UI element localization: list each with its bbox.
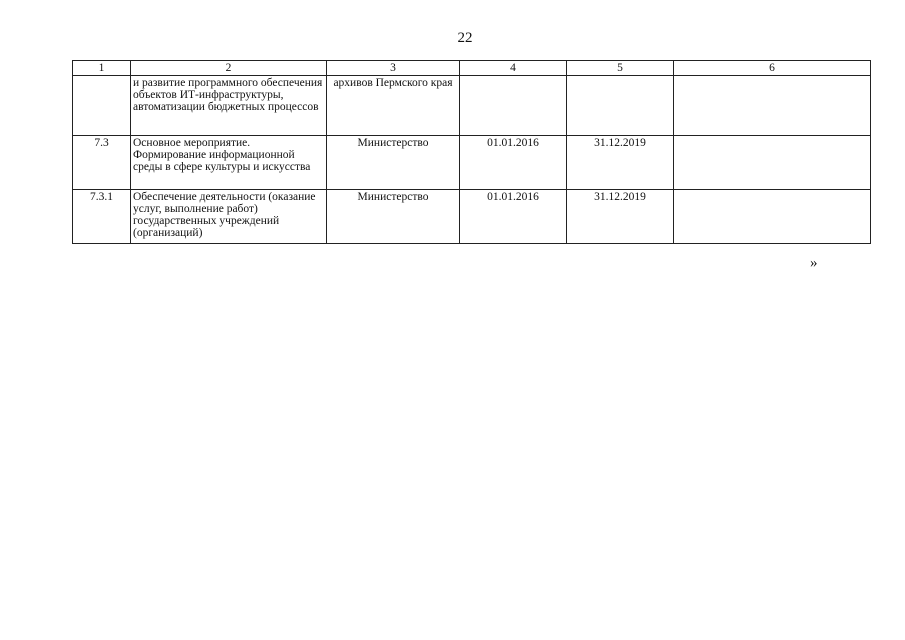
column-header: 4 (460, 61, 567, 76)
end-date (567, 76, 674, 136)
row-number: 7.3.1 (73, 190, 131, 244)
row-number: 7.3 (73, 136, 131, 190)
column-header: 6 (674, 61, 871, 76)
table-header-row (73, 61, 871, 76)
table-row (73, 136, 871, 190)
table-row (73, 190, 871, 244)
closing-quote-mark: » (810, 255, 818, 271)
end-date: 31.12.2019 (567, 190, 674, 244)
start-date: 01.01.2016 (460, 136, 567, 190)
executor: архивов Пермского края (327, 76, 460, 136)
activity-name: и развитие программного обеспечения объектов ИТ-инфраструктуры, автоматизации бюджетных процессов (131, 76, 327, 136)
start-date: 01.01.2016 (460, 190, 567, 244)
result-note (674, 76, 871, 136)
column-header: 1 (73, 61, 131, 76)
start-date (460, 76, 567, 136)
result-note (674, 136, 871, 190)
activity-name: Обеспечение деятельности (оказание услуг, выполнение работ) государственных учреждений (организаций) (131, 190, 327, 244)
column-header: 2 (131, 61, 327, 76)
activity-name: Основное мероприятие. Формирование информационной среды в сфере культуры и искусства (131, 136, 327, 190)
column-header: 5 (567, 61, 674, 76)
page-number: 22 (457, 30, 473, 46)
executor: Министерство (327, 136, 460, 190)
executor: Министерство (327, 190, 460, 244)
end-date: 31.12.2019 (567, 136, 674, 190)
plan-table (72, 60, 871, 244)
column-header: 3 (327, 61, 460, 76)
table-row (73, 76, 871, 136)
result-note (674, 190, 871, 244)
row-number (73, 76, 131, 136)
